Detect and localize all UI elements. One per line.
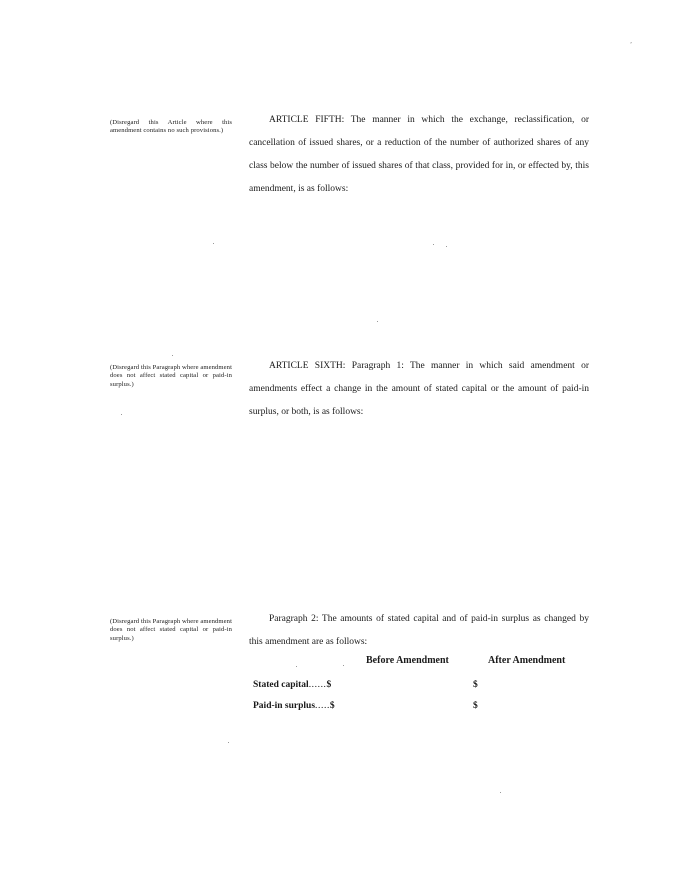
column-header-before-amendment: Before Amendment (366, 655, 449, 666)
row-label: Paid-in surplus (253, 701, 316, 711)
paragraph-two-text: Paragraph 2: The amounts of stated capital and of paid-in surplus as changed by this amendment are as follows: (249, 614, 589, 647)
scan-speck (296, 666, 297, 667)
scan-speck (377, 321, 378, 322)
table-row-paid-in-surplus (253, 701, 335, 711)
leader-dots: ...... (308, 680, 327, 690)
scan-speck (343, 665, 344, 666)
row-label: Stated capital (253, 680, 309, 690)
column-header-after-amendment: After Amendment (488, 655, 566, 666)
article-fifth-margin-note: (Disregard this Article where this amendment contains no such provisions.) (110, 119, 232, 135)
scan-speck (172, 355, 173, 356)
after-currency-symbol: $ (473, 701, 478, 711)
before-currency-symbol: $ (329, 701, 335, 711)
after-currency-symbol: $ (473, 680, 478, 690)
scan-speck (500, 792, 501, 793)
paragraph-two-margin-note: (Disregard this Paragraph where amendment does not affect stated capital or paid-in surplus.) (110, 618, 233, 642)
page-mark: ’ (630, 42, 632, 48)
article-sixth-text: ARTICLE SIXTH: Paragraph 1: The manner in which said amendment or amendments effect a change in the amount of stated capital or the amount of paid-in surplus, or both, is as follows: (249, 361, 589, 417)
article-sixth-margin-note: (Disregard this Paragraph where amendment does not affect stated capital or paid-in surplus.) (110, 364, 233, 388)
scan-speck (228, 742, 229, 743)
scan-speck (446, 246, 447, 247)
article-fifth-text: ARTICLE FIFTH: The manner in which the exchange, reclassification, or cancellation of issued shares, or a reduction of the number of authorized shares of any class below the number of issued shares of that class, provided for in, or effected by, this amendment, is as follows: (249, 115, 589, 194)
scan-speck (213, 243, 214, 244)
table-row-stated-capital (253, 680, 331, 690)
scan-speck (121, 414, 122, 415)
leader-dots: ..... (315, 701, 330, 711)
scan-speck (433, 244, 434, 245)
before-currency-symbol: $ (326, 680, 332, 690)
